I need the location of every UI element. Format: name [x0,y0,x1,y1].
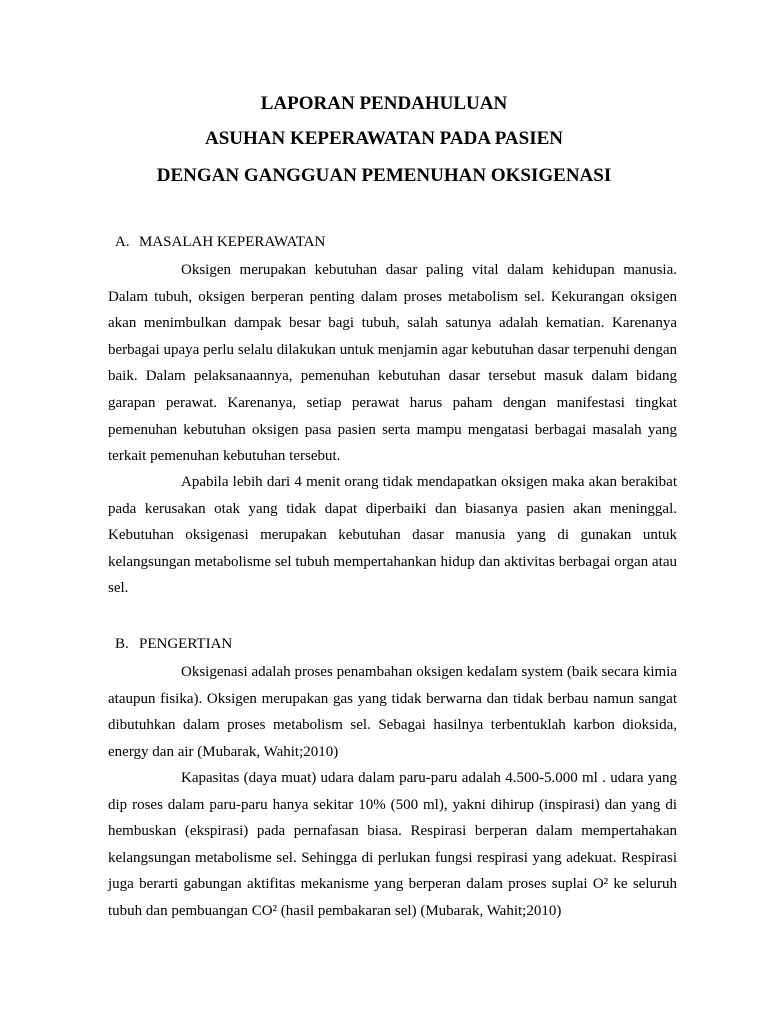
section-heading-text: MASALAH KEPERAWATAN [139,234,326,250]
paragraph: Oksigenasi adalah proses penambahan oksigen kedalam system (baik secara kimia ataupun fisika). Oksigen merupakan gas yang tidak berwarna dan tidak berbau namun sangat dibutuhkan dalam proses metabolism sel. Sebagai hasilnya terbentuklah karbon dioksida, energy dan air (Mubarak, Wahit;2010) [108,664,677,760]
document-title-line-2: ASUHAN KEPERAWATAN PADA PASIEN [204,128,564,149]
paragraph: Oksigen merupakan kebutuhan dasar paling vital dalam kehidupan manusia. Dalam tubuh, oksigen berperan penting dalam proses metabolism sel. Kekurangan oksigen akan menimbulkan dampak besar bagi tubuh, salah satunya adalah kematian. Karenanya berbagai upaya perlu selalu dilakukan untuk menjamin agar kebutuhan dasar terpenuhi dengan baik. Dalam pelaksanaannya, pemenuhan kebutuhan dasar tersebut masuk dalam bidang garapan perawat. Karenanya, setiap perawat harus paham dengan manifestasi tingkat pemenuhan kebutuhan oksigen pasa pasien serta mampu mengatasi berbagai masalah yang terkait pemenuhan kebutuhan tersebut. [108,262,677,465]
document-title-line-3: DENGAN GANGGUAN PEMENUHAN OKSIGENASI [156,165,612,186]
paragraph: Kapasitas (daya muat) udara dalam paru-paru adalah 4.500-5.000 ml . udara yang dip roses dalam paru-paru hanya sekitar 10% (500 ml), yakni dihirup (inspirasi) dan yang di hembuskan (ekspirasi) pada pernafasan biasa. Respirasi berperan dalam mempertahakan kelangsungan metabolisme sel. Sehingga di perlukan fungsi respirasi yang adekuat. Respirasi juga berarti gabungan aktifitas mekanisme yang berperan dalam proses suplai O² ke seluruh tubuh dan pembuangan CO² (hasil pembakaran sel) (Mubarak, Wahit;2010) [108,770,677,919]
paragraph: Apabila lebih dari 4 menit orang tidak mendapatkan oksigen maka akan berakibat pada kerusakan otak yang tidak dapat diperbaiki dan biasanya pasien akan meninggal. Kebutuhan oksigenasi merupakan kebutuhan dasar manusia yang di gunakan untuk kelangsungan metabolisme sel tubuh mempertahankan hidup dan aktivitas berbagai organ atau sel. [108,474,677,597]
section-heading-text: PENGERTIAN [139,636,233,652]
document-title-line-1: LAPORAN PENDAHULUAN [260,93,508,114]
section-letter: B. [115,636,129,652]
section-heading-masalah-keperawatan [115,232,325,252]
section-heading-pengertian [115,634,232,654]
section-letter: A. [115,234,130,250]
